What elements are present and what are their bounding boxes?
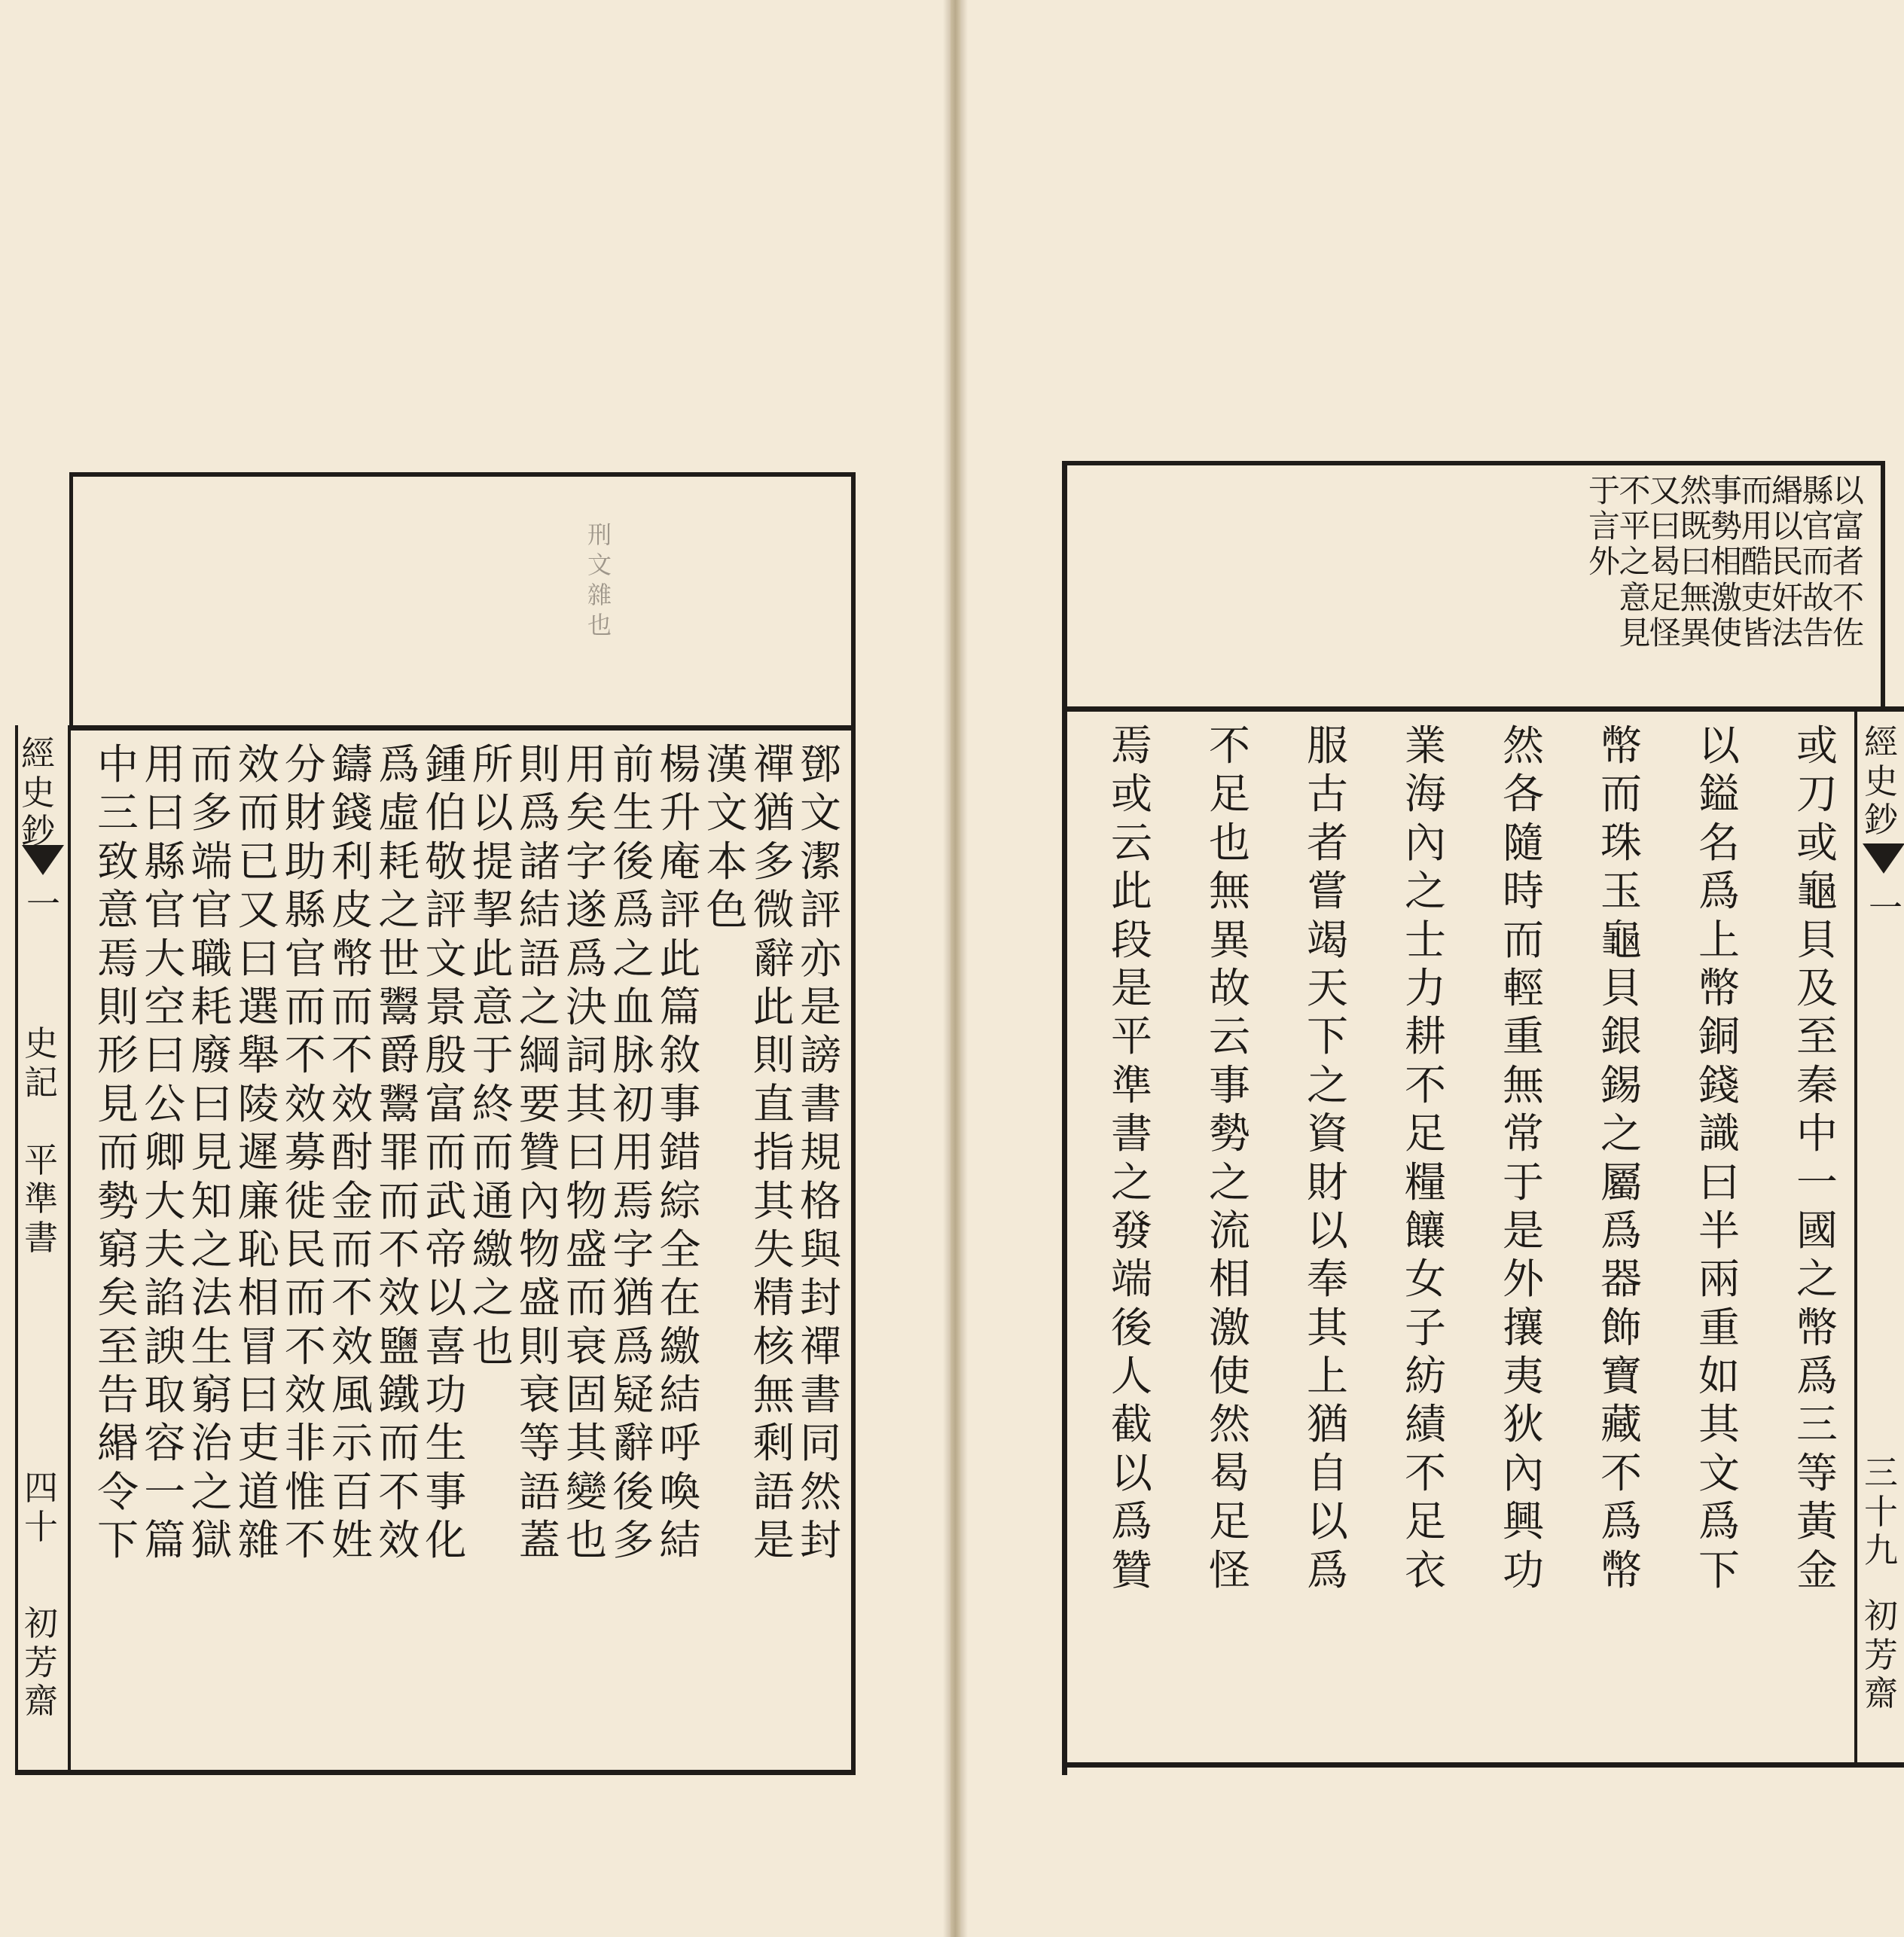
right-frame-bottom-rule	[1062, 1762, 1904, 1768]
left-margin-studio: 初 芳 齋	[24, 1603, 59, 1722]
right-head-note-4: 而 用 酷 吏 皆	[1741, 472, 1773, 651]
left-head-box-left-rule	[69, 472, 73, 731]
right-body-column-2: 以 鎰 名 爲 上 幣 銅 錢 識 曰 半 兩 重 如 其 文 爲 下	[1698, 721, 1741, 1594]
right-body-column-5: 業 海 內 之 士 力 耕 不 足 糧 饟 女 子 紡 績 不 足 衣	[1405, 721, 1447, 1594]
left-body-column-8: 所 以 提 挈 此 意 于 終 而 通 繳 之 也	[471, 740, 514, 1371]
right-head-note-7: 又 曰 曷 足 怪	[1649, 472, 1682, 651]
right-frame-left-rule	[1062, 461, 1067, 1775]
left-body-column-5: 前 生 後 爲 之 血 脉 初 用 焉 字 猶 爲 疑 辭 後 多	[612, 740, 654, 1565]
left-head-box-top-rule	[69, 472, 855, 477]
left-fishtail-mark	[22, 845, 64, 875]
right-fishtail-mark	[1863, 843, 1904, 874]
right-margin-juan: 一	[1869, 888, 1903, 928]
left-body-column-12: 分 財 助 縣 官 而 不 效 募 徙 民 而 不 效 非 惟 不	[284, 740, 326, 1565]
right-head-note-8: 不 平 之 意 見	[1619, 472, 1651, 651]
right-page	[960, 0, 1904, 1937]
right-head-note-9: 于 言 外	[1588, 472, 1621, 581]
left-page	[0, 0, 950, 1937]
left-outer-rule	[15, 725, 18, 1775]
right-head-box-right-rule	[1881, 461, 1885, 712]
left-body-column-2: 禪 猶 多 微 辭 此 則 直 指 其 失 精 核 無 剩 語 是	[752, 740, 795, 1565]
left-faint-header-text: 刑 文 雜 也	[587, 520, 612, 639]
book-gutter	[950, 0, 960, 1937]
left-body-column-3: 漢 文 本 色	[706, 740, 748, 935]
right-margin-studio: 初 芳 齋	[1864, 1596, 1899, 1714]
left-head-box-divider	[69, 725, 855, 731]
right-body-column-8: 焉 或 云 此 段 是 平 準 書 之 發 端 後 人 截 以 爲 贊	[1111, 721, 1153, 1594]
left-body-column-11: 鑄 錢 利 皮 幣 而 不 效 酎 金 而 不 效 風 示 百 姓	[331, 740, 374, 1565]
left-body-column-6: 用 矣 字 遂 爲 決 詞 其 曰 物 盛 而 衰 固 其 變 也	[566, 740, 608, 1565]
left-body-column-16: 中 三 致 意 焉 則 形 見 而 勢 窮 矣 至 告 緡 令 下	[97, 740, 139, 1565]
left-body-column-14: 而 多 端 官 職 耗 廢 曰 見 知 之 法 生 窮 治 之 獄	[191, 740, 233, 1565]
left-margin-column-rule	[68, 725, 71, 1775]
right-head-note-2: 縣 官 而 故 告	[1802, 472, 1834, 651]
right-margin-folio: 三 十 九	[1864, 1453, 1899, 1571]
right-margin-column-rule	[1854, 706, 1857, 1768]
right-body-column-1: 或 刀 或 龜 貝 及 至 秦 中 一 國 之 幣 爲 三 等 黃 金	[1796, 721, 1838, 1594]
right-head-note-5: 事 勢 相 激 使	[1710, 472, 1743, 651]
right-head-note-3: 緡 以 民 奸 法	[1771, 472, 1804, 651]
left-frame-right-rule	[851, 472, 856, 1775]
left-body-column-10: 爲 虛 耗 之 世 鬻 爵 鬻 罪 而 不 效 鹽 鐵 而 不 效	[378, 740, 420, 1565]
left-body-column-4: 楊 升 庵 評 此 篇 敘 事 錯 綜 全 在 繳 結 呼 喚 結	[659, 740, 701, 1565]
right-head-box-divider	[1063, 706, 1904, 712]
left-margin-title: 經 史 鈔	[21, 734, 56, 852]
right-margin-title: 經 史 鈔	[1864, 722, 1899, 840]
right-head-box-top-rule	[1063, 461, 1885, 465]
left-body-column-1: 鄧 文 潔 評 亦 是 謗 書 規 格 與 封 禪 書 同 然 封	[800, 740, 842, 1565]
left-margin-section: 史 記 平 準 書	[24, 1023, 59, 1258]
left-margin-folio: 四 十	[24, 1468, 59, 1547]
right-head-note-1: 以 富 者 不 佐	[1832, 472, 1865, 651]
left-body-column-9: 鍾 伯 敬 評 文 景 殷 富 而 武 帝 以 喜 功 生 事 化	[425, 740, 467, 1565]
left-margin-juan: 一	[26, 884, 61, 924]
right-body-column-3: 幣 而 珠 玉 龜 貝 銀 錫 之 屬 爲 器 飾 寶 藏 不 爲 幣	[1600, 721, 1643, 1594]
left-body-column-7: 則 爲 諸 結 語 之 綱 要 贊 內 物 盛 則 衰 等 語 蓋	[518, 740, 560, 1565]
right-head-note-6: 然 既 曰 無 異	[1680, 472, 1712, 651]
left-body-column-15: 用 曰 縣 官 大 空 曰 公 卿 大 夫 諂 諛 取 容 一 篇	[144, 740, 186, 1565]
right-body-column-4: 然 各 隨 時 而 輕 重 無 常 于 是 外 攘 夷 狄 內 興 功	[1503, 721, 1545, 1594]
left-body-column-13: 效 而 已 又 曰 選 舉 陵 遲 廉 恥 相 冒 曰 吏 道 雜	[237, 740, 279, 1565]
right-body-column-7: 不 足 也 無 異 故 云 事 勢 之 流 相 激 使 然 曷 足 怪	[1209, 721, 1251, 1594]
left-frame-bottom-rule	[15, 1770, 856, 1775]
right-body-column-6: 服 古 者 嘗 竭 天 下 之 資 財 以 奉 其 上 猶 自 以 爲	[1307, 721, 1349, 1594]
